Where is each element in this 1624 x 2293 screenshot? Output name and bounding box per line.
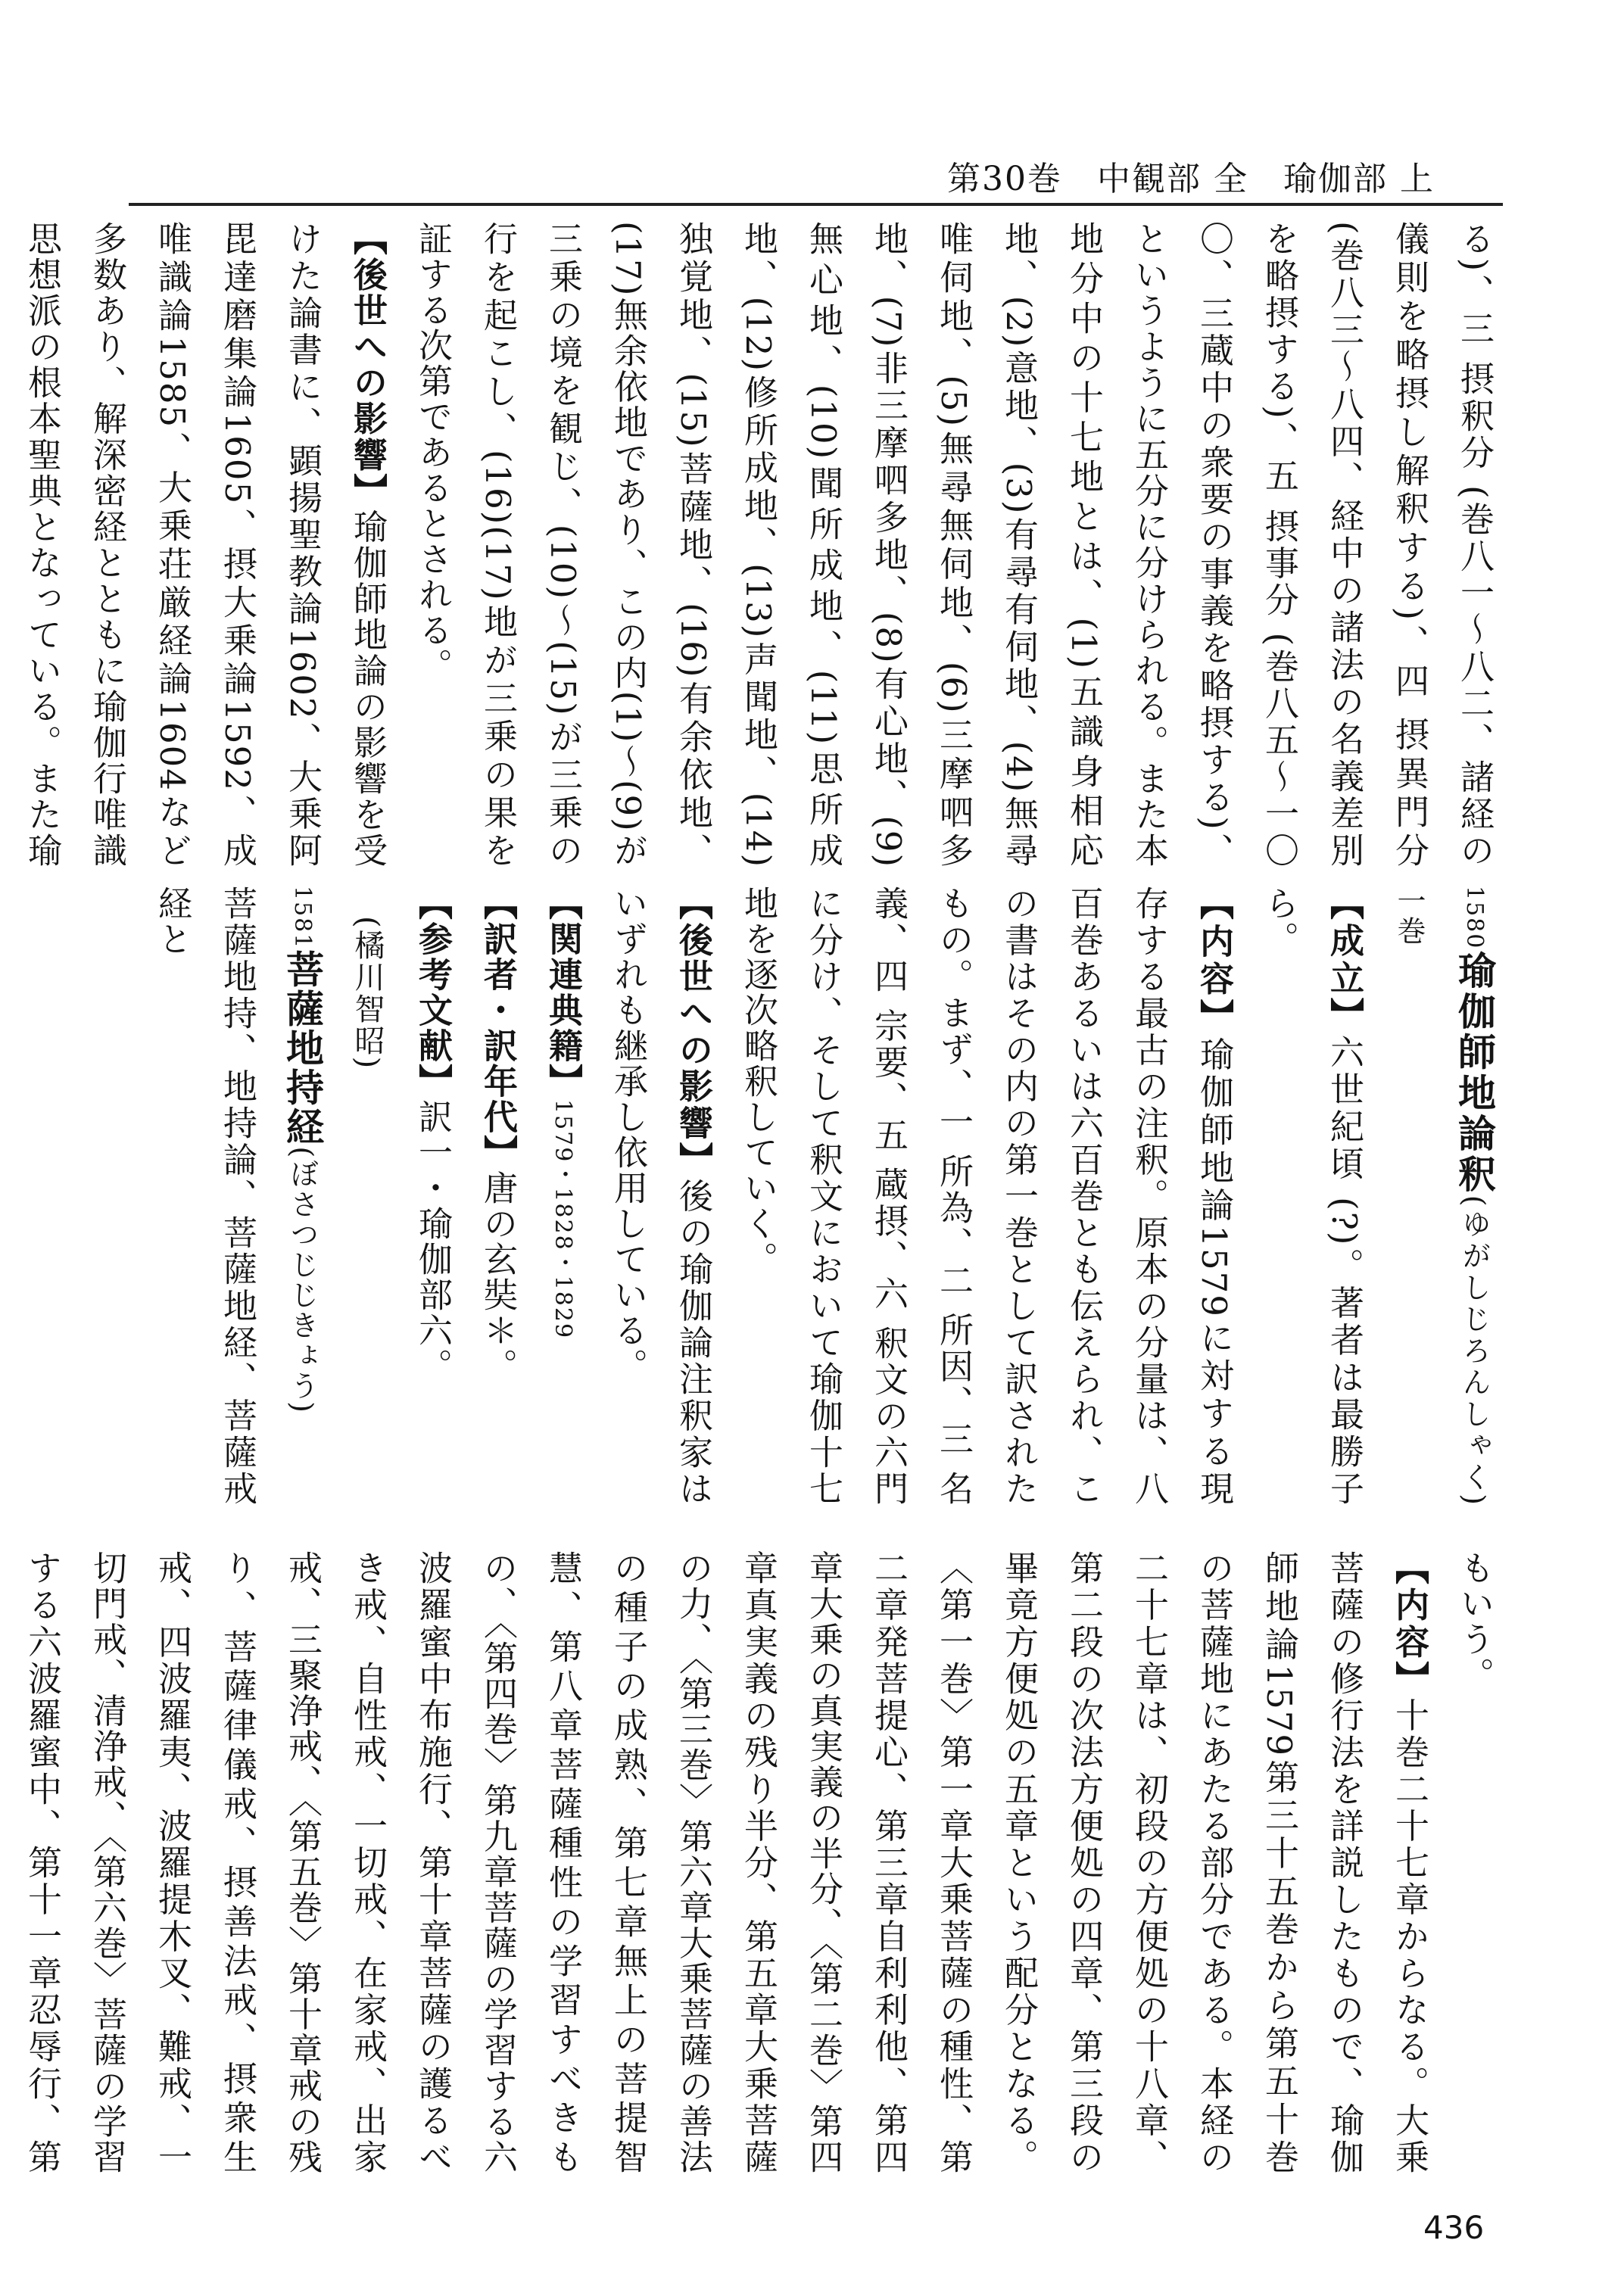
- paragraph: [595, 886, 725, 1506]
- section-label: 【内容】: [1194, 886, 1234, 1037]
- paragraph-text: る)、三 摂釈分 (巻八一～八二、諸経の儀則を略摂し解釈する)、四 摂異門分 (巻八三～八四、経中の諸法の名義差別を略摂する)、五 摂事分 (巻八五～一〇〇、三蔵中の衆要の事義を略摂する)、というように五分に分けられる。また本地分中の十七地とは、(1)五識身相応地、(2)意地、(3)有尋有伺地、(4)無尋唯伺地、(5)無尋無伺地、(6)三摩呬多地、(7)非三摩呬多地、(8)有心地、(9)無心地、(10)聞所成地、(11)思所成地、(12)修所成地、(13)声聞地、(14)独覚地、(15)菩薩地、(16)有余依地、(17)無余依地であり、この内(1)～(9)が三乗の境を観じ、(10)～(15)が三乗の行を起こし、(16)(17)地が三乗の果を証する次第であるとされる。: [413, 221, 1495, 868]
- paragraph: [530, 886, 595, 1506]
- paragraph: [139, 886, 270, 1506]
- paragraph: [0, 221, 400, 868]
- entry-heading: [1376, 886, 1507, 1506]
- entry-heading: [270, 886, 335, 1506]
- section-label: 【成立】: [1324, 886, 1364, 1035]
- header-rule: [129, 203, 1503, 206]
- entry-number: 1581: [289, 886, 316, 950]
- paragraph: [400, 221, 1507, 868]
- entry-number: 1580: [1461, 886, 1488, 950]
- paragraph-text: 菩薩地持、地持論、菩薩地経、菩薩戒経と: [152, 886, 257, 1506]
- paragraph: [1246, 886, 1376, 1506]
- paragraph: [725, 886, 1246, 1506]
- section-label: 【後世への影響】: [673, 886, 713, 1179]
- paragraph-text: 訳一・瑜伽部六。: [413, 1099, 453, 1384]
- paragraph: [0, 1550, 1442, 2175]
- author-signature: (橘川智昭): [350, 916, 385, 1070]
- paragraph-text: 六世紀頃 (?)。著者は最勝子ら。: [1259, 886, 1364, 1507]
- section-label: 【後世への影響】: [348, 221, 388, 509]
- section-label: 【参考文献】: [413, 886, 453, 1099]
- page-number: 436: [1423, 2209, 1485, 2246]
- text-tier-bottom: [22, 1550, 1507, 2175]
- paragraph-text: 瑜伽師地論の影響を受けた論書に、顕揚聖教論1602、大乗阿毘達磨集論1605、摂大乗論1592、成唯識論1585、大乗荘厳経論1604など多数あり、解深密経とともに瑜伽行唯識思想派の根本聖典となっている。また瑜: [22, 221, 388, 869]
- entry-reading: (ゆがしじろんしゃく) 一巻: [1392, 886, 1491, 1507]
- entry-title: 菩薩地持経: [280, 949, 324, 1147]
- paragraph-text: 瑜伽師地論1579に対する現存する最古の注釈。原本の分量は、八百巻あるいは六百巻とも伝えられ、この書はその内の第一巻として訳されたもの。まず、一 所為、二 所因、三 名義、四 宗要、五 蔵摂、六 釈文の六門に分け、そして釈文において瑜伽十七地を逐次略釈していく。: [738, 886, 1234, 1506]
- running-head: 第30巻 中観部 全 瑜伽部 上: [947, 160, 1435, 198]
- paragraph-text: 十巻二十七章からなる。大乗菩薩の修行法を詳説したもので、瑜伽師地論1579第三十五巻から第五十巻の菩薩地にあたる部分である。本経の二十七章は、初段の方便処の十八章、第二段の次法方便処の四章、第三段の畢竟方便処の五章という配分となる。〈第一巻〉第一章大乗菩薩の種性、第二章発菩提心、第三章自利利他、第四章大乗の真実義の半分、〈第二巻〉第四章真実義の残り半分、第五章大乗菩薩の力、〈第三巻〉第六章大乗菩薩の善法の種子の成熟、第七章無上の菩提智慧、第八章菩薩種性の学習すべきもの、〈第四巻〉第九章菩薩の学習する六波羅蜜中布施行、第十章菩薩の護るべき戒、自性戒、一切戒、在家戒、出家戒、三聚浄戒、〈第五巻〉第十章戒の残り、菩薩律儀戒、摂善法戒、摂衆生戒、四波羅夷、波羅提木叉、難戒、一切門戒、清浄戒、〈第六巻〉菩薩の学習する六波羅蜜中、第十一章忍辱行、第: [22, 1550, 1429, 2175]
- paragraph-text: もいう。: [1454, 1550, 1495, 1693]
- entry-reading: (ぼさつじじきょう): [285, 1146, 319, 1415]
- paragraph-text: 1579・1828・1829: [550, 1099, 576, 1340]
- text-tier-middle: [132, 886, 1507, 1506]
- section-label: 【訳者・訳年代】: [478, 886, 518, 1170]
- paragraph-text: 後の瑜伽論注釈家はいずれも継承し依用している。: [608, 886, 713, 1506]
- paragraph: [400, 886, 465, 1506]
- text-tier-top: [22, 221, 1507, 869]
- paragraph-text: 唐の玄奘＊。: [478, 1170, 518, 1384]
- section-label: 【内容】: [1389, 1550, 1429, 1698]
- paragraph: [1442, 1550, 1507, 2175]
- entry-title: 瑜伽師地論釈: [1452, 949, 1496, 1195]
- section-label: 【関連典籍】: [543, 886, 583, 1099]
- paragraph: [465, 886, 530, 1506]
